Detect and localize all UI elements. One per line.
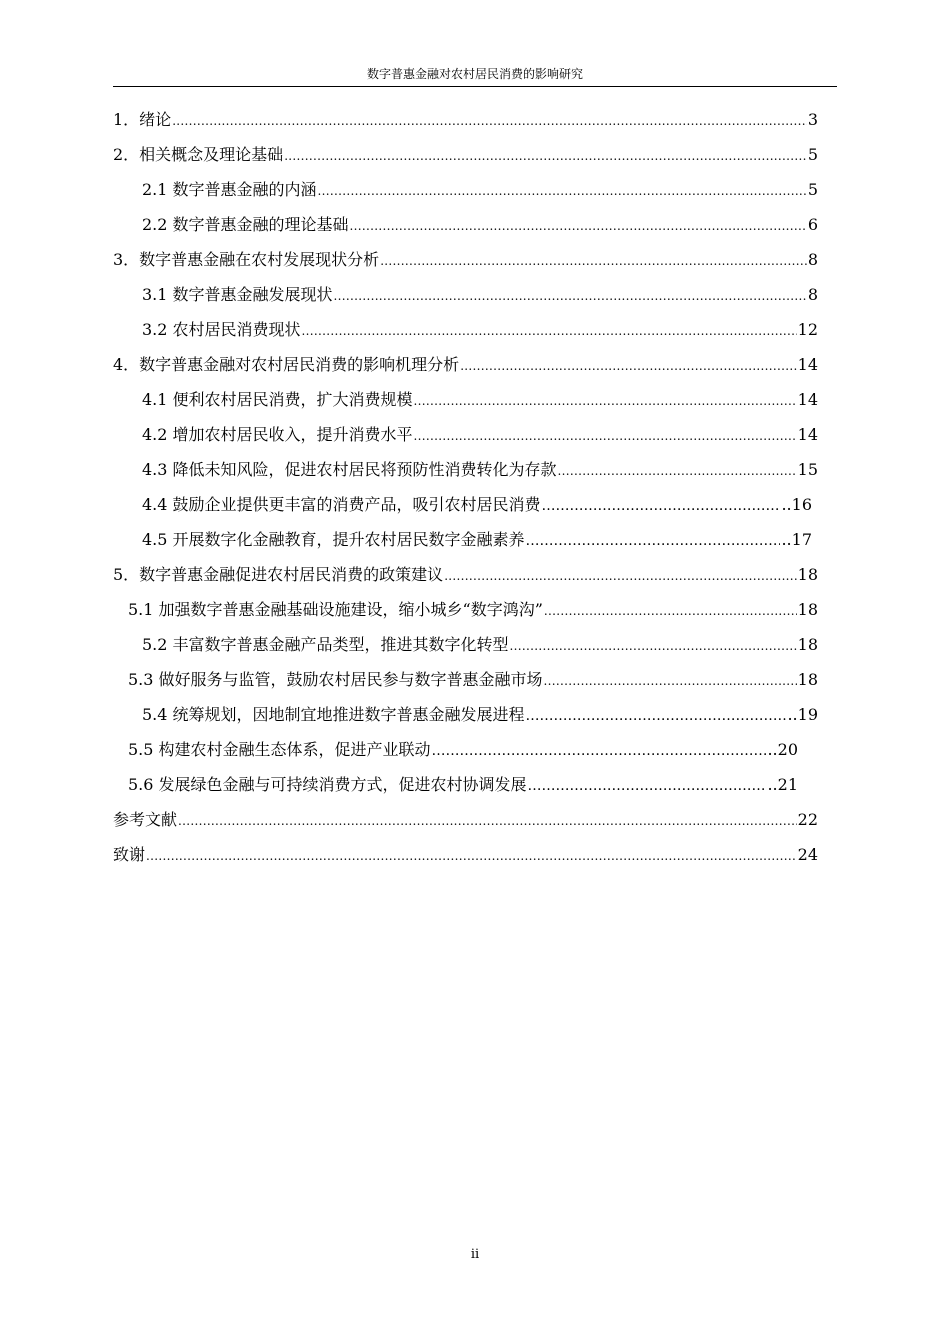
toc-entry[interactable] xyxy=(142,207,818,242)
toc-entry-title: 3．数字普惠金融在农村发展现状分析 xyxy=(113,250,380,269)
toc-entry-page: 12 xyxy=(797,320,818,339)
toc-entry-title: 5.5 构建农村金融生态体系，促进产业联动 xyxy=(128,740,431,759)
toc-leader xyxy=(544,594,797,629)
toc-entry-page: 3 xyxy=(807,110,818,129)
toc-leader xyxy=(460,349,796,384)
toc-entry-title: 5.3 做好服务与监管，鼓励农村居民参与数字普惠金融市场 xyxy=(128,670,543,689)
toc-entry[interactable] xyxy=(113,102,818,137)
toc-entry[interactable] xyxy=(113,347,818,382)
toc-entry[interactable] xyxy=(113,137,818,172)
toc-leader xyxy=(172,104,807,139)
toc-leader xyxy=(432,734,767,769)
toc-entry-title: 4.4 鼓励企业提供更丰富的消费产品，吸引农村居民消费 xyxy=(142,495,541,514)
toc-entry-title: 3.1 数字普惠金融发展现状 xyxy=(142,285,333,304)
toc-entry-title: 3.2 农村居民消费现状 xyxy=(142,320,301,339)
toc-entry-page: 18 xyxy=(797,600,818,619)
toc-entry-page: 18 xyxy=(797,635,818,654)
toc-entry-title: 2.1 数字普惠金融的内涵 xyxy=(142,180,317,199)
toc-entry-page: 6 xyxy=(807,215,818,234)
toc-entry[interactable] xyxy=(113,802,818,837)
toc-entry-title: 4．数字普惠金融对农村居民消费的影响机理分析 xyxy=(113,355,460,374)
toc-entry-title: 5.4 统筹规划，因地制宜地推进数字普惠金融发展进程 xyxy=(142,705,525,724)
toc-entry-title: 5.2 丰富数字普惠金融产品类型，推进其数字化转型 xyxy=(142,635,509,654)
toc-leader xyxy=(528,769,767,804)
toc-entry[interactable] xyxy=(142,452,818,487)
toc-entry[interactable] xyxy=(142,522,812,557)
toc-entry-title: 2．相关概念及理论基础 xyxy=(113,145,284,164)
toc-leader xyxy=(414,419,797,454)
toc-entry[interactable] xyxy=(142,382,818,417)
toc-entry-title: 2.2 数字普惠金融的理论基础 xyxy=(142,215,349,234)
toc-entry[interactable] xyxy=(142,172,818,207)
toc-entry-page: 14 xyxy=(797,390,818,409)
toc-entry[interactable] xyxy=(113,242,818,277)
page-number: ii xyxy=(470,1247,480,1262)
toc-entry-title: 4.3 降低未知风险，促进农村居民将预防性消费转化为存款 xyxy=(142,460,557,479)
toc-entry-title: 5.1 加强数字普惠金融基础设施建设，缩小城乡“数字鸿沟” xyxy=(128,600,543,619)
toc-entry[interactable] xyxy=(128,732,798,767)
toc-entry-title: 4.2 增加农村居民收入，提升消费水平 xyxy=(142,425,413,444)
toc-entry[interactable] xyxy=(128,662,818,697)
toc-leader xyxy=(146,839,797,874)
toc-entry-page: 24 xyxy=(797,845,818,864)
toc-entry-page: 14 xyxy=(797,355,818,374)
toc-leader xyxy=(178,804,797,839)
toc-leader xyxy=(318,174,807,209)
toc-leader xyxy=(542,489,781,524)
toc-leader xyxy=(444,559,796,594)
toc-entry-page: 18 xyxy=(797,565,818,584)
toc-entry-page: 18 xyxy=(797,670,818,689)
toc-entry[interactable] xyxy=(142,417,818,452)
toc-leader xyxy=(284,139,807,174)
toc-entry-title: 5.6 发展绿色金融与可持续消费方式，促进农村协调发展 xyxy=(128,775,527,794)
toc-entry-page: 5 xyxy=(807,145,818,164)
toc-entry[interactable] xyxy=(142,487,812,522)
toc-entry-title: 4.5 开展数字化金融教育，提升农村居民数字金融素养 xyxy=(142,530,525,549)
toc-entry-title: 4.1 便利农村居民消费，扩大消费规模 xyxy=(142,390,413,409)
toc-leader xyxy=(526,524,781,559)
toc-entry-title: 参考文献 xyxy=(113,810,178,829)
toc-leader xyxy=(350,209,807,244)
running-header: 数字普惠金融对农村居民消费的影响研究 xyxy=(113,64,837,87)
toc-entry-page: ..20 xyxy=(767,740,798,759)
toc-leader xyxy=(334,279,807,314)
toc-entry-page: 15 xyxy=(797,460,818,479)
toc-entry-page: 8 xyxy=(807,250,818,269)
toc-entry[interactable] xyxy=(142,277,818,312)
toc-entry[interactable] xyxy=(142,627,818,662)
toc-leader xyxy=(414,384,797,419)
toc-entry-page: 14 xyxy=(797,425,818,444)
toc-entry[interactable] xyxy=(128,592,818,627)
toc-leader xyxy=(526,699,787,734)
toc-entry[interactable] xyxy=(142,312,818,347)
toc-leader xyxy=(510,629,797,664)
toc-entry-page: 22 xyxy=(797,810,818,829)
toc-leader xyxy=(544,664,797,699)
toc-entry[interactable] xyxy=(113,557,818,592)
toc-entry-page: ..16 xyxy=(781,495,812,514)
toc-entry-page: ..21 xyxy=(767,775,798,794)
toc-leader xyxy=(558,454,797,489)
toc-entry[interactable] xyxy=(128,767,798,802)
toc-entry-page: 8 xyxy=(807,285,818,304)
toc-entry[interactable] xyxy=(142,697,818,732)
toc-entry-page: ..19 xyxy=(787,705,818,724)
toc-entry[interactable] xyxy=(113,837,818,872)
toc-entry-page: ..17 xyxy=(781,530,812,549)
toc-leader xyxy=(380,244,807,279)
toc-leader xyxy=(302,314,797,349)
toc-entry-title: 致谢 xyxy=(113,845,146,864)
toc-entry-page: 5 xyxy=(807,180,818,199)
toc-entry-title: 1．绪论 xyxy=(113,110,172,129)
toc-entry-title: 5．数字普惠金融促进农村居民消费的政策建议 xyxy=(113,565,444,584)
